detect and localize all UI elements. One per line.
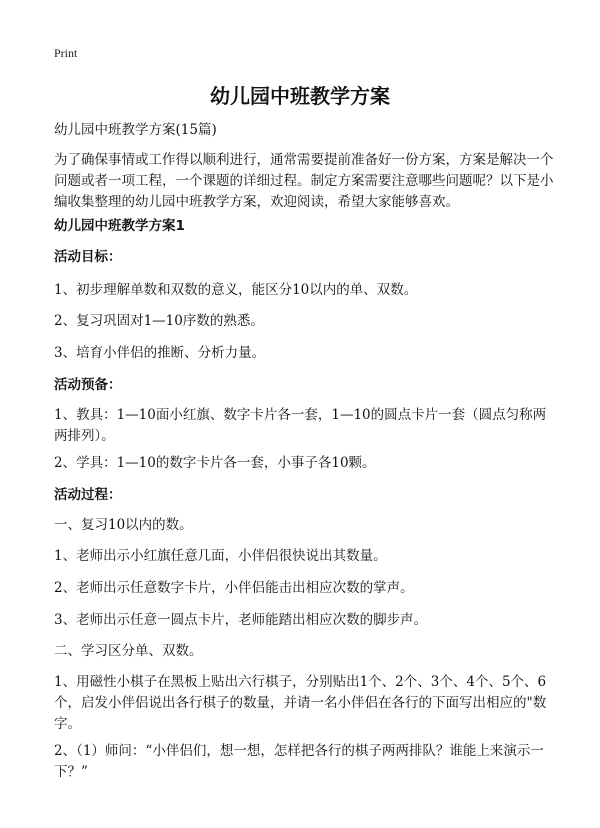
subtitle: 幼儿园中班教学方案(15篇) bbox=[54, 122, 217, 138]
process-step: 3、老师出示任意一圆点卡片，老师能踏出相应次数的脚步声。 bbox=[54, 612, 428, 628]
print-label[interactable]: Print bbox=[54, 46, 78, 60]
prep-item: 2、学具：1—10的数字卡片各一套，小事子各10颗。 bbox=[54, 455, 376, 471]
process-heading: 活动过程： bbox=[54, 487, 122, 503]
goal-item: 1、初步理解单数和双数的意义，能区分10以内的单、双数。 bbox=[54, 282, 418, 298]
section-title: 幼儿园中班教学方案1 bbox=[54, 218, 185, 234]
process-step: 二、学习区分单、双数。 bbox=[54, 643, 203, 659]
process-step: 1、老师出示小红旗任意几面，小伴侣很快说出其数量。 bbox=[54, 548, 387, 564]
goal-item: 2、复习巩固对1—10序数的熟悉。 bbox=[54, 313, 264, 329]
process-step: 一、复习10以内的数。 bbox=[54, 517, 193, 533]
process-step: 2、老师出示任意数字卡片，小伴侣能击出相应次数的掌声。 bbox=[54, 580, 414, 596]
prep-item: 1、教具：1—10面小红旗、数字卡片各一套，1—10的圆点卡片一套（圆点匀称两两排列）。 bbox=[54, 407, 547, 444]
goal-heading: 活动目标： bbox=[54, 249, 122, 265]
intro-paragraph: 为了确保事情或工作得以顺利进行，通常需要提前准备好一份方案，方案是解决一个问题或者一项工程，一个课题的详细过程。制定方案需要注意哪些问题呢？以下是小编收集整理的幼儿园中班教学方案，欢迎阅读，希望大家能够喜欢。 bbox=[54, 152, 554, 210]
process-step: 2、（1）师问：“小伴侣们，想一想，怎样把各行的棋子两两排队？谁能上来演示一下？” bbox=[54, 743, 544, 780]
prep-heading: 活动预备： bbox=[54, 377, 122, 393]
page-title: 幼儿园中班教学方案 bbox=[210, 84, 390, 108]
process-step: 1、用磁性小棋子在黑板上贴出六行棋子，分别贴出1个、2个、3个、4个、5个、6个，启发小伴侣说出各行棋子的数量，并请一名小伴侣在各行的下面写出相应的"数字。 bbox=[54, 674, 547, 732]
goal-item: 3、培育小伴侣的推断、分析力量。 bbox=[54, 345, 266, 361]
